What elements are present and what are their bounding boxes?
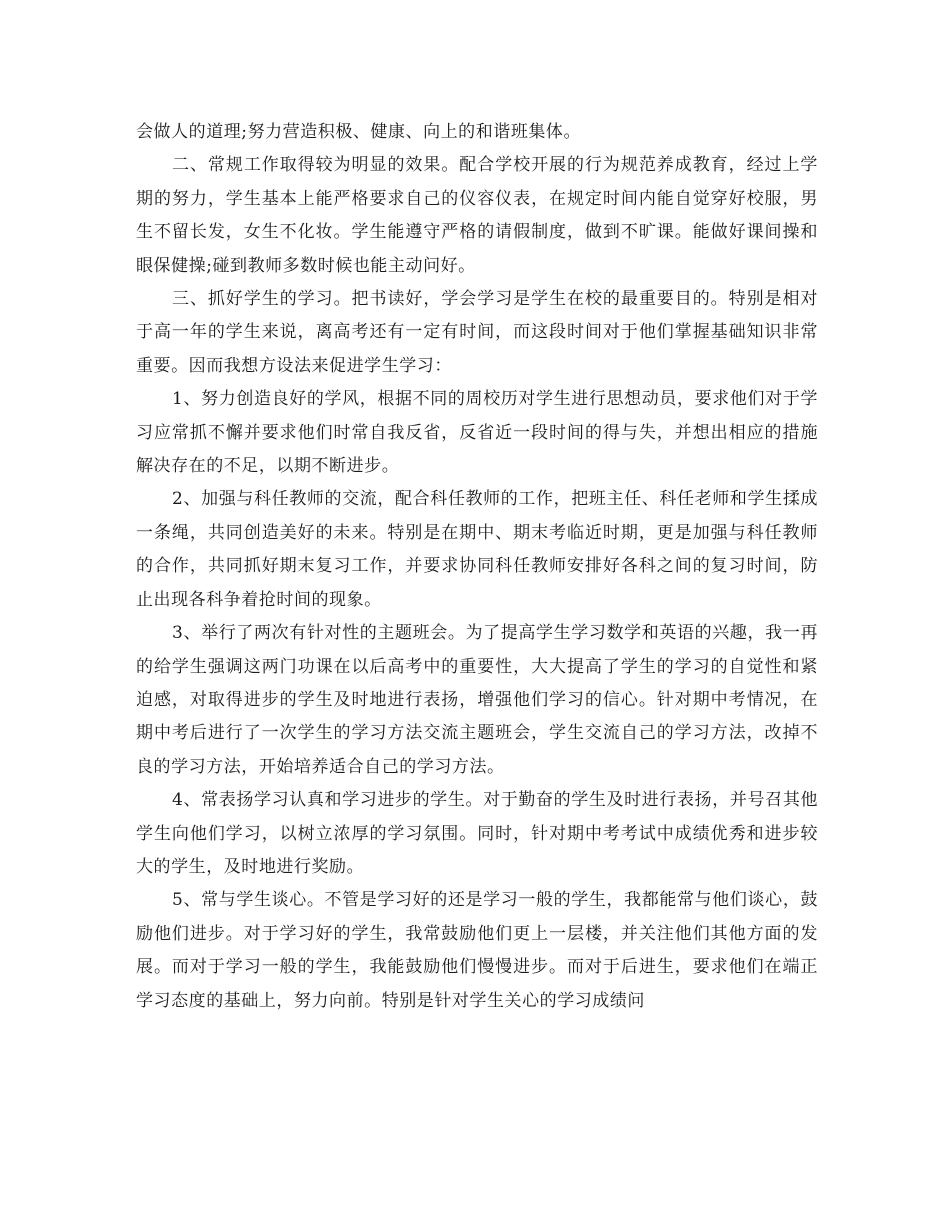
paragraph-study-focus: 三、抓好学生的学习。把书读好，学会学习是学生在校的最重要目的。特别是相对于高一年的学生来说，离高考还有一定有时间，而这段时间对于他们掌握基础知识非常重要。因而我想方设法来促进学生学习： [136,289,818,376]
paragraph-item-3: 3、举行了两次有针对性的主题班会。为了提高学生学习数学和英语的兴趣，我一再的给学生强调这两门功课在以后高考中的重要性，大大提高了学生的学习的自觉性和紧迫感，对取得进步的学生及时地进行表扬，增强他们学习的信心。针对期中考情况，在期中考后进行了一次学生的学习方法交流主题班会，学生交流自己的学习方法，改掉不良的学习方法，开始培养适合自己的学习方法。 [136,623,818,777]
paragraph-item-1: 1、努力创造良好的学风，根据不同的周校历对学生进行思想动员，要求他们对于学习应常抓不懈并要求他们时常自我反省，反省近一段时间的得与失，并想出相应的措施解决存在的不足，以期不断进步。 [136,389,818,477]
paragraph-item-5: 5、常与学生谈心。不管是学习好的还是学习一般的学生，我都能常与他们谈心，鼓励他们进步。对于学习好的学生，我常鼓励他们更上一层楼，并关注他们其他方面的发展。而对于学习一般的学生，我能鼓励他们慢慢进步。而对于后进生，要求他们在端正学习态度的基础上，努力向前。特别是针对学生关心的学习成绩问 [136,890,818,1011]
paragraph-continuation: 会做人的道理;努力营造积极、健康、向上的和谐班集体。 [136,122,582,142]
paragraph-routine-work: 二、常规工作取得较为明显的效果。配合学校开展的行为规范养成教育，经过上学期的努力，学生基本上能严格要求自己的仪容仪表，在规定时间内能自觉穿好校服，男生不留长发，女生不化妆。学生能遵守严格的请假制度，做到不旷课。能做好课间操和眼保健操;碰到教师多数时候也能主动问好。 [136,155,818,276]
paragraph-item-4: 4、常表扬学习认真和学习进步的学生。对于勤奋的学生及时进行表扬，并号召其他学生向他们学习，以树立浓厚的学习氛围。同时，针对期中考考试中成绩优秀和进步较大的学生，及时地进行奖励。 [136,790,818,877]
document-body [136,116,818,1018]
paragraph-item-2: 2、加强与科任教师的交流，配合科任教师的工作，把班主任、科任老师和学生揉成一条绳，共同创造美好的未来。特别是在期中、期末考临近时期，更是加强与科任教师的合作，共同抓好期末复习工作，并要求协同科任教师安排好各科之间的复习时间，防止出现各科争着抢时间的现象。 [136,489,818,610]
